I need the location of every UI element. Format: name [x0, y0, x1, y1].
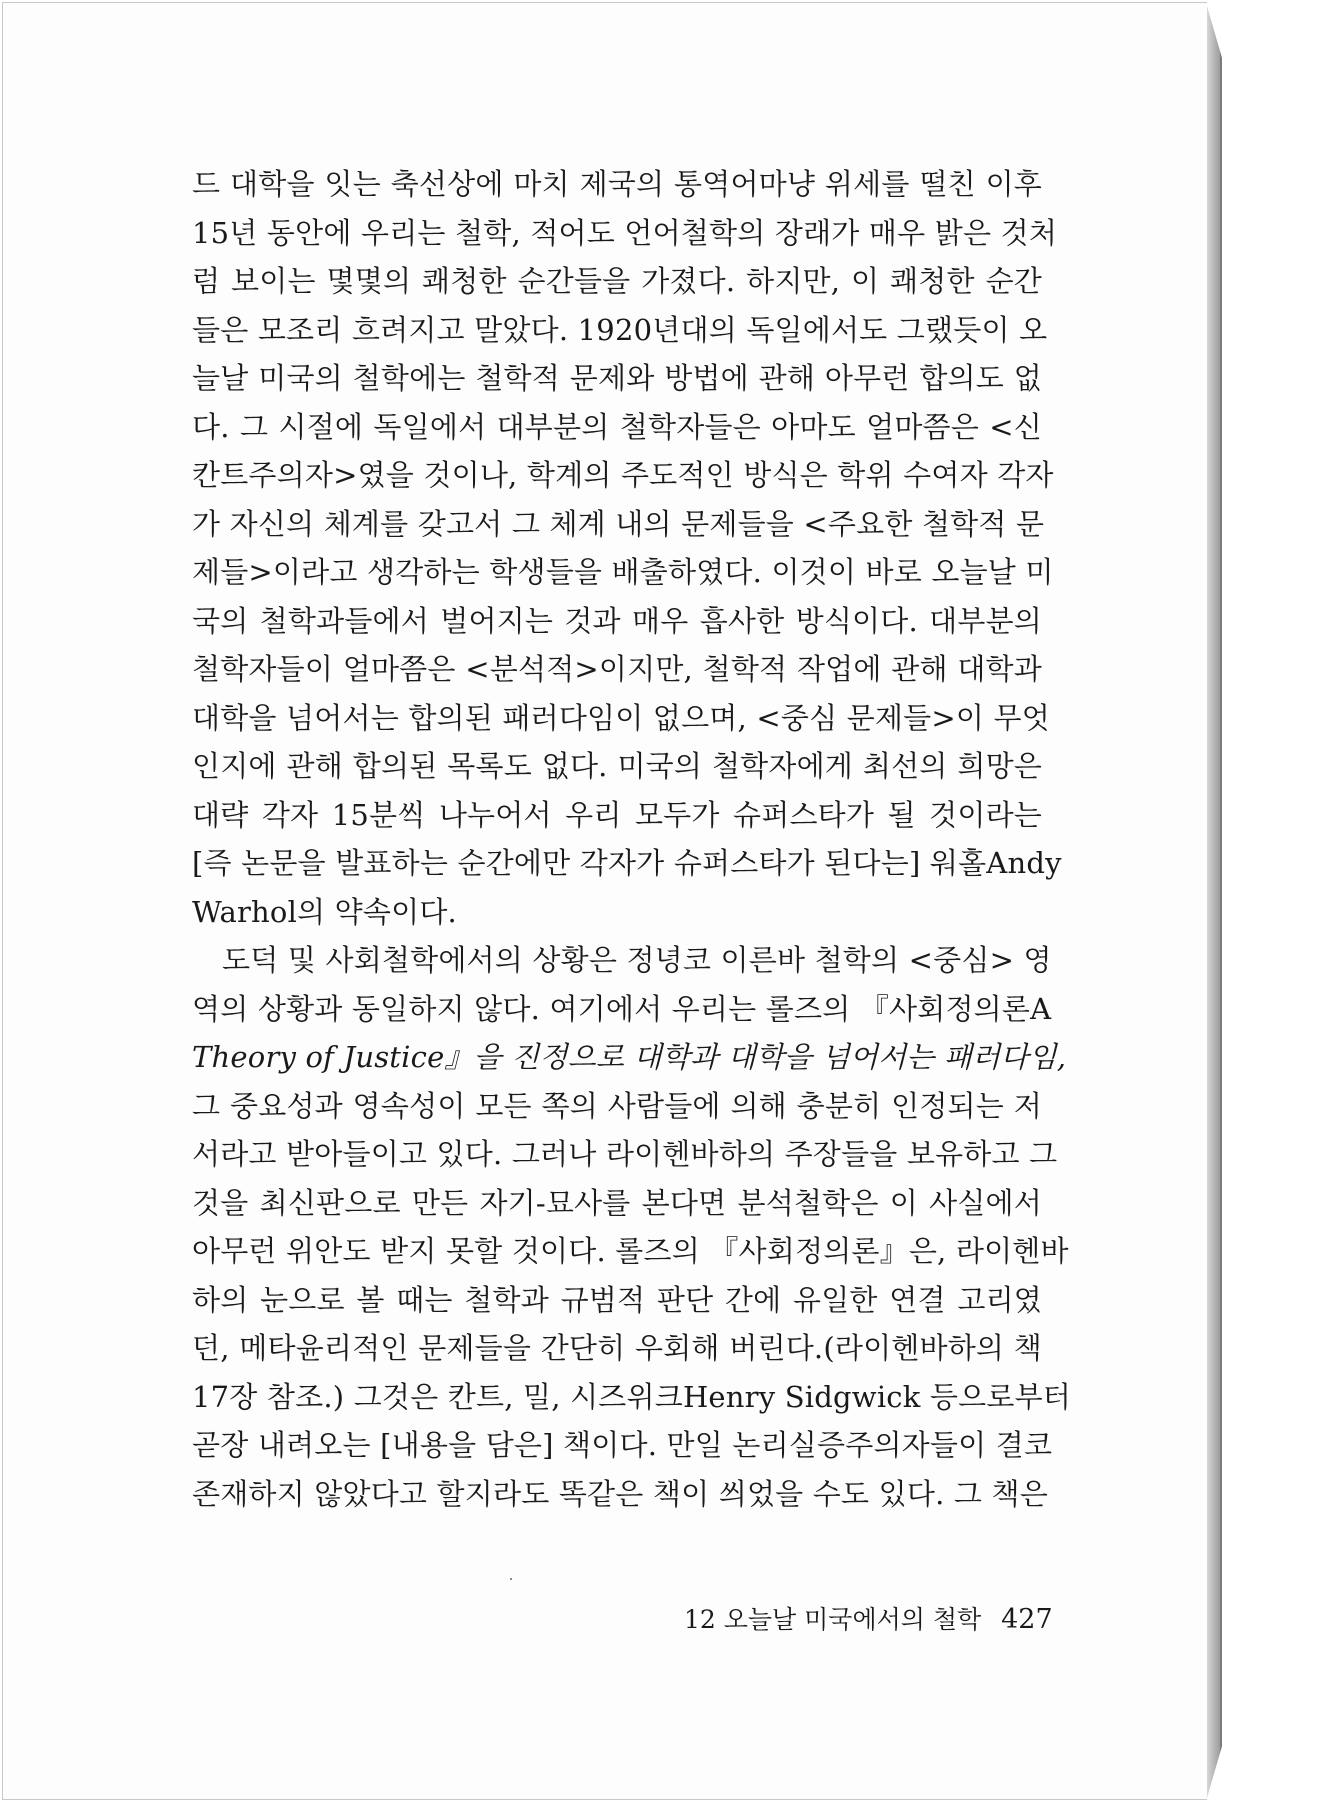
page-footer [684, 1600, 1053, 1636]
text-line: 늘날 미국의 철학에는 철학적 문제와 방법에 관해 아무런 합의도 없 [192, 361, 1042, 395]
text-line: 하의 눈으로 볼 때는 철학과 규범적 판단 간에 유일한 연결 고리였 [192, 1282, 1042, 1317]
running-head: 12 오늘날 미국에서의 철학 [684, 1605, 982, 1634]
body-text [192, 160, 1072, 1518]
text-line: 국의 철학과들에서 벌어지는 것과 매우 흡사한 방식이다. 대부분의 [192, 603, 1043, 638]
text-line: 아무런 위안도 받지 못할 것이다. 롤즈의 『사회정의론』은, 라이헨바 [192, 1234, 1069, 1268]
text-line: 철학자들이 얼마쯤은 <분석적>이지만, 철학적 작업에 관해 대학과 [192, 652, 1042, 686]
text-line: 15년 동안에 우리는 철학, 적어도 언어철학의 장래가 매우 밝은 것처 [192, 215, 1058, 250]
text-line: Theory of Justice』을 진정으로 대학과 대학을 넘어서는 패러다임, [192, 1040, 1067, 1074]
page-number: 427 [1001, 1604, 1053, 1635]
text-line: 대략 각자 15분씩 나누어서 우리 모두가 슈퍼스타가 될 것이라는 [192, 797, 1042, 832]
text-line: 서라고 받아들이고 있다. 그러나 라이헨바하의 주장들을 보유하고 그 [192, 1137, 1058, 1171]
text-line: 인지에 관해 합의된 목록도 없다. 미국의 철학자에게 최선의 희망은 [192, 749, 1042, 783]
text-line: 17장 참조.) 그것은 칸트, 밀, 시즈위크Henry Sidgwick 등으로부터 [192, 1379, 1072, 1414]
text-line: [즉 논문을 발표하는 순간에만 각자가 슈퍼스타가 된다는] 워홀Andy [192, 846, 1062, 880]
text-line: 대학을 넘어서는 합의된 패러다임이 없으며, <중심 문제들>이 무엇 [192, 700, 1050, 735]
text-line: 가 자신의 체계를 갖고서 그 체계 내의 문제들을 <주요한 철학적 문 [192, 506, 1045, 541]
text-line: 다. 그 시절에 독일에서 대부분의 철학자들은 아마도 얼마쯤은 <신 [192, 409, 1042, 444]
text-line: 제들>이라고 생각하는 학생들을 배출하였다. 이것이 바로 오늘날 미 [192, 555, 1054, 589]
text-line: 역의 상황과 동일하지 않다. 여기에서 우리는 롤즈의 『사회정의론A [192, 991, 1052, 1026]
text-line: 것을 최신판으로 만든 자기-묘사를 본다면 분석철학은 이 사실에서 [192, 1185, 1042, 1220]
text-line: 곧장 내려오는 [내용을 담은] 책이다. 만일 논리실증주의자들이 결코 [192, 1428, 1053, 1462]
text-line: 들은 모조리 흐려지고 말았다. 1920년대의 독일에서도 그랬듯이 오 [192, 312, 1048, 347]
text-line: 드 대학을 잇는 축선상에 마치 제국의 통역어마냥 위세를 떨친 이후 [192, 167, 1042, 201]
text-line: Warhol의 약속이다. [192, 894, 457, 929]
text-line: 도덕 및 사회철학에서의 상황은 정녕코 이른바 철학의 <중심> 영 [222, 943, 1052, 977]
text-line: 칸트주의자>였을 것이나, 학계의 주도적인 방식은 학위 수여자 각자 [192, 458, 1054, 492]
text-line: 럼 보이는 몇몇의 쾌청한 순간들을 가졌다. 하지만, 이 쾌청한 순간 [192, 264, 1042, 298]
print-speck [510, 1578, 512, 1580]
text-line: 그 중요성과 영속성이 모든 쪽의 사람들에 의해 충분히 인정되는 저 [192, 1088, 1042, 1123]
text-line: 던, 메타윤리적인 문제들을 간단히 우회해 버린다.(라이헨바하의 책 [192, 1331, 1042, 1365]
text-line: 존재하지 않았다고 할지라도 똑같은 책이 씌었을 수도 있다. 그 책은 [192, 1476, 1048, 1511]
